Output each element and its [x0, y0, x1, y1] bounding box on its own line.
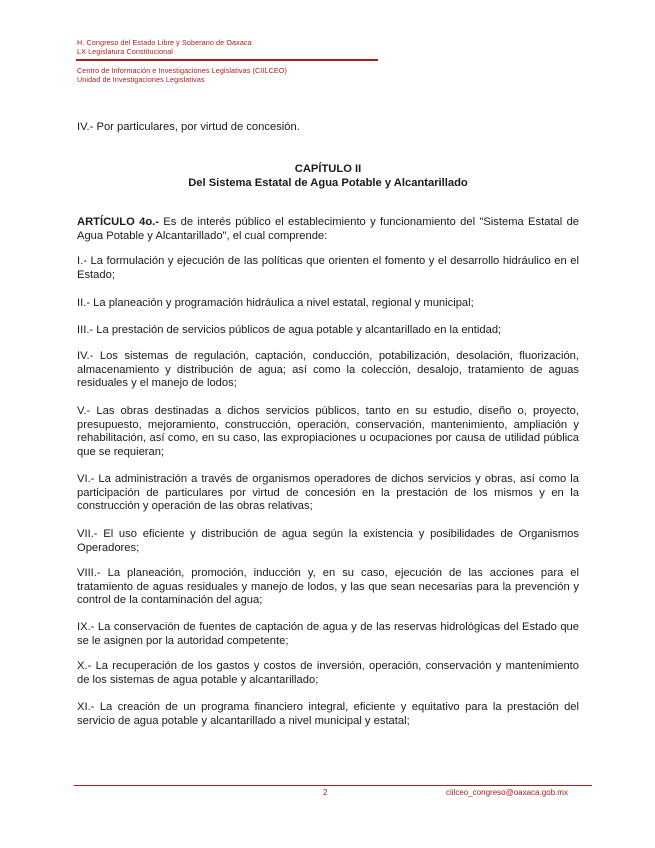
intro-paragraph: IV.- Por particulares, por virtud de concesión.: [77, 121, 300, 133]
chapter-title: CAPÍTULO II: [294, 163, 362, 175]
article-number: ARTÍCULO 4o.-: [77, 216, 159, 228]
list-item: XI.- La creación de un programa financiero integral, eficiente y equitativo para la prestación del servicio de agua potable y alcantarillado a nivel municipal y estatal;: [77, 701, 579, 727]
list-item: IX.- La conservación de fuentes de captación de agua y de las reservas hidrológicas del Estado que se le asignen por la autoridad competente;: [77, 621, 579, 647]
list-item: X.- La recuperación de los gastos y costos de inversión, operación, conservación y mantenimiento de los sistemas de agua potable y alcantarillado;: [77, 660, 579, 686]
list-item: III.- La prestación de servicios públicos de agua potable y alcantarillado en la entidad;: [77, 324, 502, 336]
list-item: VI.- La administración a través de organismos operadores de dichos servicios y obras, así como la participación de particulares por virtud de concesión en la prestación de los mismos y en la construcción y operación de las obras relativas;: [77, 473, 579, 513]
article-text: Es de interés público el establecimiento y funcionamiento del "Sistema Estatal de Agua Potable y Alcantarillado", el cual comprende:: [77, 216, 580, 242]
list-item: IV.- Los sistemas de regulación, captación, conducción, potabilización, desolación, fluorización, almacenamiento y distribución de agua; así como la colección, desalojo, tratamiento de aguas residuales y el manejo de lodos;: [77, 350, 579, 390]
header-legislature: LX Legislatura Constitucional: [77, 47, 173, 56]
header-divider: [76, 59, 378, 61]
page-number: 2: [323, 788, 328, 797]
chapter-subtitle: Del Sistema Estatal de Agua Potable y Alcantarillado: [188, 177, 468, 189]
list-item: VII.- El uso eficiente y distribución de agua según la existencia y posibilidades de Organismos Operadores;: [77, 528, 579, 554]
article-paragraph: [77, 216, 579, 243]
header-unit-name: Unidad de Investigaciones Legislativas: [77, 75, 205, 84]
list-item: I.- La formulación y ejecución de las políticas que orienten el fomento y el desarrollo hidráulico en el Estado;: [77, 255, 579, 281]
list-item: VIII.- La planeación, promoción, inducción y, en su caso, ejecución de las acciones para el tratamiento de aguas residuales y manejo de lodos, y las que sean necesarias para la prevención y control de la contaminación del agua;: [77, 567, 579, 607]
list-item: II.- La planeación y programación hidráulica a nivel estatal, regional y municipal;: [77, 297, 474, 309]
footer-divider: [74, 785, 592, 786]
list-item: V.- Las obras destinadas a dichos servicios públicos, tanto en su estudio, diseño o, proyecto, presupuesto, mejoramiento, construcción, operación, conservación, mantenimiento, ampliación y rehabilitación, así como, en su caso, las expropiaciones u ocupaciones por causa de utilidad pública que se requieran;: [77, 405, 579, 458]
footer-email: ciilceo_congreso@oaxaca.gob.mx: [446, 788, 568, 797]
header-center-name: Centro de Información e Investigaciones Legislativas (CIILCEO): [77, 66, 287, 75]
header-congress-name: H. Congreso del Estado Libre y Soberano de Oaxaca: [77, 38, 252, 47]
